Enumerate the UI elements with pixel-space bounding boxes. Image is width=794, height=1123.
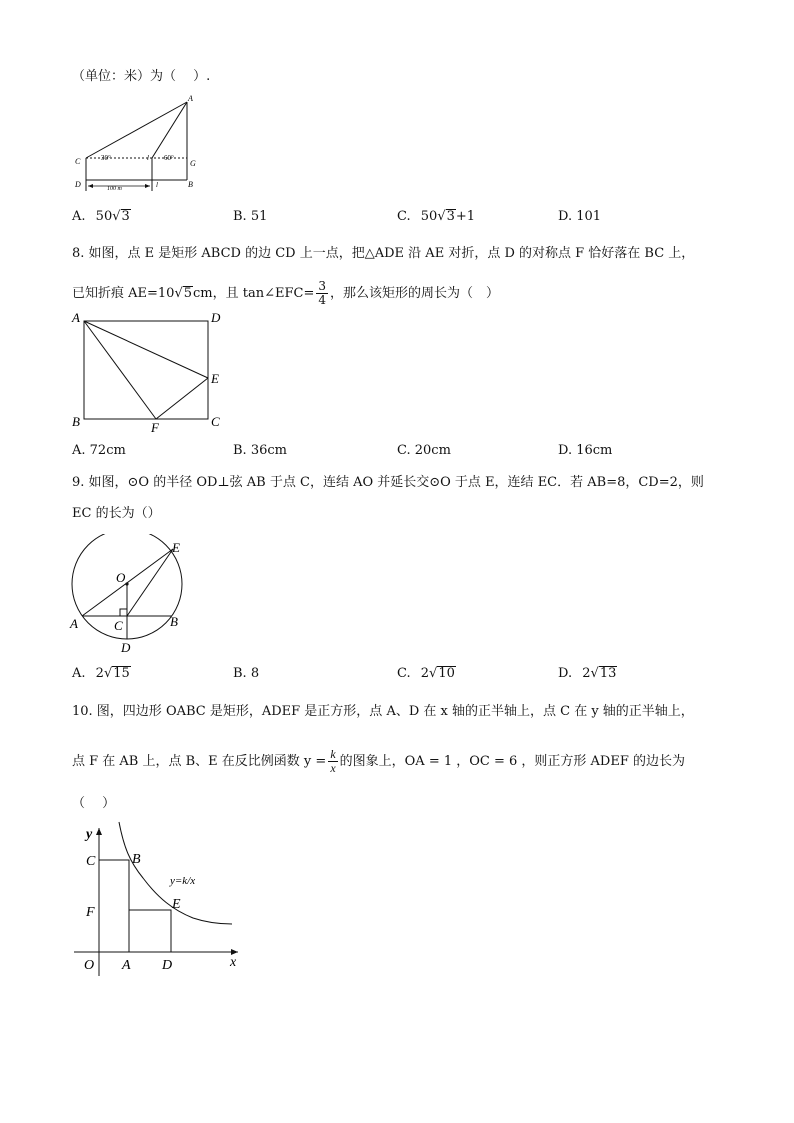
- q9-option-c[interactable]: C. 2√10: [397, 666, 455, 681]
- q8-option-a[interactable]: A. 72cm: [72, 443, 126, 458]
- sqrt-sign: √: [174, 286, 183, 301]
- q10-label-D: D: [162, 958, 173, 973]
- q7-label-30: 30°: [101, 154, 111, 162]
- q8-label-A: A: [72, 310, 80, 325]
- q7-label-100m: 100 m: [107, 186, 122, 192]
- q7-option-b[interactable]: B. 51: [233, 209, 268, 224]
- q9-label-C: C: [114, 618, 123, 633]
- q9-label-E: E: [172, 540, 180, 555]
- q10-label-B: B: [132, 852, 141, 867]
- q9-label-B: B: [170, 614, 178, 629]
- sqrt-sign: √: [103, 666, 113, 681]
- q10-label-C: C: [86, 854, 96, 869]
- q8-option-d[interactable]: D. 16cm: [558, 443, 613, 458]
- q7-label-l2: l: [156, 181, 158, 189]
- q8-option-b[interactable]: B. 36cm: [233, 443, 287, 458]
- q8-line2: 已知折痕 AE=10√5cm，且 tan∠EFC= $\frac{3}{4}$ ，那么该矩形的周长为（ ）: [72, 279, 500, 307]
- q10-label-y: y: [86, 827, 93, 842]
- q7-tail-text: （单位：米）为（ ）.: [72, 69, 211, 84]
- q10-line3: （ ）: [72, 796, 116, 811]
- q7-label-B: B: [188, 180, 193, 189]
- q9-label-A: A: [70, 616, 78, 631]
- q10-label-x: x: [230, 955, 237, 970]
- q7-option-c[interactable]: C. 50√3+1: [397, 209, 476, 224]
- sqrt-sign: √: [590, 666, 599, 681]
- q7-label-D: D: [75, 180, 81, 189]
- q9-label-D: D: [121, 640, 131, 655]
- q9-option-b[interactable]: B. 8: [233, 666, 260, 681]
- q10-label-E: E: [172, 897, 181, 912]
- q8-option-c[interactable]: C. 20cm: [397, 443, 451, 458]
- q8-figure: [68, 308, 238, 438]
- q7-option-d[interactable]: D. 101: [558, 209, 602, 224]
- q9-option-d[interactable]: D. 2√13: [558, 666, 617, 681]
- q10-label-O: O: [84, 958, 95, 973]
- q9-line2: EC 的长为（）: [72, 506, 161, 521]
- fraction: $\frac{3}{4}$: [318, 279, 327, 307]
- q7-figure: [70, 94, 210, 194]
- q7-label-l1: l: [147, 154, 149, 162]
- q10-label-F: F: [86, 905, 95, 920]
- q10-label-func: y=k/x: [170, 875, 196, 887]
- fraction: $\frac{k}{x}$: [330, 747, 336, 775]
- q7-label-C: C: [75, 157, 81, 166]
- q9-option-a[interactable]: A. 2√15: [72, 666, 130, 681]
- q8-label-C: C: [211, 414, 220, 429]
- q10-line1: 10. 图，四边形 OABC 是矩形，ADEF 是正方形，点 A、D 在 x 轴的正半轴上，点 C 在 y 轴的正半轴上，: [72, 704, 694, 719]
- q10-line2: 点 F 在 AB 上，点 B、E 在反比例函数 y = $\frac{k}{x}$ 的图象上，OA = 1 ，OC = 6 ，则正方形 ADEF 的边长为: [72, 747, 685, 775]
- q7-label-G: G: [190, 159, 196, 168]
- q8-label-E: E: [211, 371, 219, 386]
- q9-figure: [64, 534, 194, 656]
- q8-label-F: F: [151, 420, 159, 435]
- q9-line1: 9. 如图，⊙O 的半径 OD⊥弦 AB 于点 C，连结 AO 并延长交⊙O 于点 E，连结 EC．若 AB=8，CD=2，则: [72, 475, 704, 490]
- q7-label-A: A: [188, 94, 193, 103]
- q8-line1: 8. 如图，点 E 是矩形 ABCD 的边 CD 上一点，把△ADE 沿 AE 对折，点 D 的对称点 F 恰好落在 BC 上，: [72, 246, 695, 261]
- sqrt-sign: √: [112, 209, 121, 224]
- q8-label-B: B: [72, 414, 80, 429]
- q10-label-A: A: [122, 958, 131, 973]
- q8-label-D: D: [211, 310, 221, 325]
- sqrt-sign: √: [429, 666, 438, 681]
- q7-option-a[interactable]: A. 50√3: [72, 209, 130, 224]
- q10-figure: [68, 818, 248, 978]
- q9-label-O: O: [116, 570, 126, 585]
- sqrt-sign: √: [437, 209, 446, 224]
- q7-label-60: 60°: [164, 154, 174, 162]
